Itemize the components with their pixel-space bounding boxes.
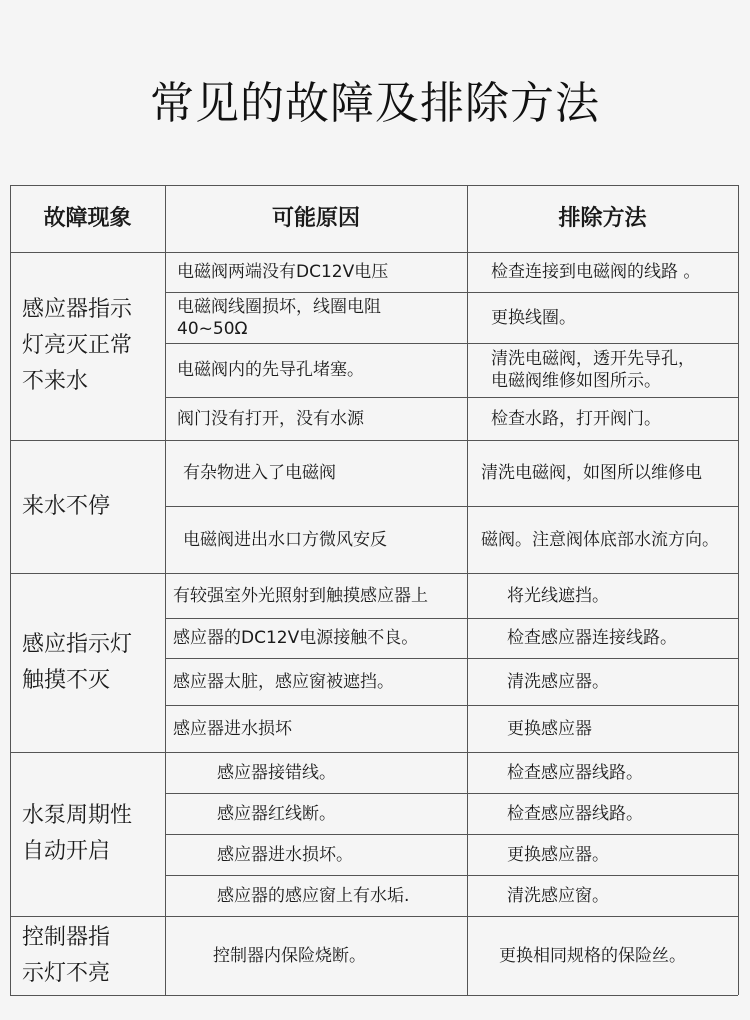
- cause-cell: 感应器的DC12V电源接触不良。: [173, 628, 419, 648]
- remedy-cell: 将光线遮挡。: [507, 585, 609, 606]
- header-remedy: 排除方法: [558, 205, 647, 231]
- cause-cell: 感应器进水损坏。: [217, 844, 353, 865]
- remedy-cell: 清洗电磁阀，如图所以维修电: [481, 463, 702, 483]
- cause-cell: 电磁阀内的先导孔堵塞。: [177, 360, 364, 380]
- symptom-cell: 控制器指 示灯不亮: [22, 924, 111, 986]
- remedy-cell: 更换感应器。: [507, 844, 609, 865]
- table-border-right: [738, 185, 739, 995]
- symptom-cell: 来水不停: [22, 493, 111, 519]
- remedy-cell: 检查感应器线路。: [507, 762, 643, 783]
- remedy-cell: 检查水路，打开阀门。: [491, 408, 661, 429]
- cause-cell: 感应器太脏，感应窗被遮挡。: [173, 671, 394, 692]
- remedy-cell: 检查感应器连接线路。: [507, 628, 677, 648]
- cause-cell: 控制器内保险烧断。: [213, 945, 366, 966]
- cause-cell: 电磁阀线圈损坏，线圈电阻 40~50Ω: [177, 296, 381, 339]
- cause-cell: 电磁阀两端没有DC12V电压: [177, 262, 389, 282]
- remedy-cell: 更换相同规格的保险丝。: [499, 945, 686, 966]
- cause-cell: 阀门没有打开，没有水源: [177, 408, 364, 429]
- table-border-bottom: [10, 995, 738, 996]
- remedy-cell: 磁阀。注意阀体底部水流方向。: [481, 529, 719, 550]
- cause-cell: 感应器的感应窗上有水垢.: [217, 885, 410, 906]
- cause-cell: 电磁阀进出水口方微风安反: [183, 529, 387, 550]
- symptom-cell: 水泵周期性 自动开启: [22, 803, 133, 864]
- header-cause: 可能原因: [271, 205, 360, 231]
- page-title: 常见的故障及排除方法: [150, 78, 600, 129]
- remedy-cell: 更换感应器: [507, 718, 592, 739]
- remedy-cell: 清洗感应器。: [507, 671, 609, 692]
- cause-cell: 有较强室外光照射到触摸感应器上: [173, 585, 428, 606]
- cause-cell: 有杂物进入了电磁阀: [183, 463, 336, 483]
- fault-table: [10, 185, 738, 995]
- cause-cell: 感应器接错线。: [217, 762, 336, 783]
- symptom-cell: 感应指示灯 触摸不灭: [22, 631, 133, 693]
- remedy-cell: 清洗感应窗。: [507, 885, 609, 906]
- header-symptom: 故障现象: [43, 205, 132, 231]
- remedy-cell: 更换线圈。: [491, 307, 576, 328]
- cause-cell: 感应器进水损坏: [173, 718, 292, 739]
- remedy-cell: 检查感应器线路。: [507, 803, 643, 824]
- cause-cell: 感应器红线断。: [217, 803, 336, 824]
- symptom-cell: 感应器指示 灯亮灭正常 不来水: [22, 297, 133, 394]
- remedy-cell: 检查连接到电磁阀的线路 。: [491, 262, 701, 282]
- remedy-cell: 清洗电磁阀，透开先导孔， 电磁阀维修如图所示。: [491, 349, 695, 391]
